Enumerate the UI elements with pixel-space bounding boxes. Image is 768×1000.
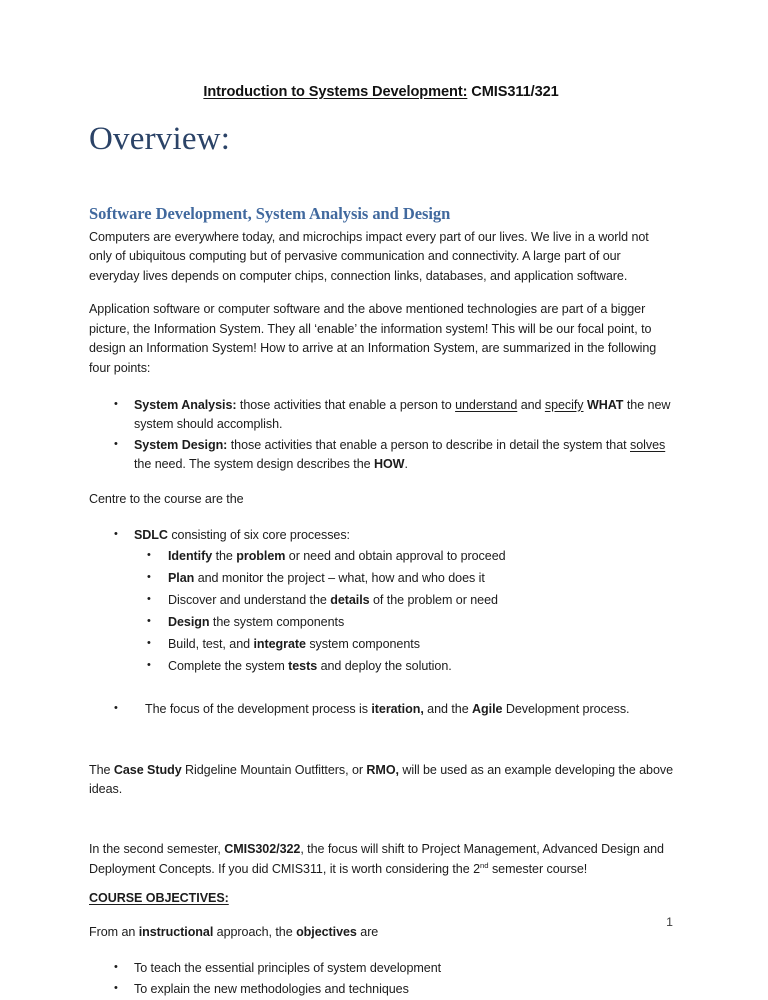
bold-instructional: instructional	[138, 924, 214, 939]
list-item	[89, 547, 673, 567]
bold-term: Identify	[168, 548, 213, 563]
list-item	[89, 569, 673, 589]
paragraph-case-study	[89, 721, 673, 800]
paragraph-text: will be used as an example developing the above ideas.	[89, 762, 673, 797]
list-item-text: system components	[305, 637, 420, 652]
bold-term: Plan	[168, 571, 195, 586]
document-title-underlined-part: Introduction to Systems Development:	[203, 84, 468, 100]
list-item-text: The focus of the development process is	[145, 702, 372, 717]
list-item-text: Discover and understand the	[168, 593, 331, 608]
paragraph-text: semester course!	[488, 861, 588, 876]
paragraph-text: In the second semester,	[89, 842, 225, 857]
paragraph-application-software: Application software or computer software and the above mentioned technologies are part of a bigger picture, the Information System. They all ‘enable’ the information system! This will be our focal point, to design an Information System! How to arrive at an Information System, are summarized in the following four points:	[89, 302, 657, 376]
list-item-label-system-analysis: System Analysis:	[134, 397, 237, 412]
paragraph-centre-to-course: Centre to the course are the	[89, 491, 244, 506]
list-item	[89, 436, 673, 475]
list-item-text: .	[404, 457, 408, 472]
bold-term: integrate	[253, 637, 306, 652]
list-item	[89, 657, 673, 677]
underlined-solves: solves	[630, 437, 666, 452]
heading-course-objectives	[89, 879, 673, 909]
bold-objectives: objectives	[296, 924, 357, 939]
bold-how: HOW	[373, 457, 405, 472]
bold-term: tests	[288, 659, 318, 674]
list-item-text: the system components	[209, 615, 345, 630]
document-title-course-code: CMIS311/321	[467, 84, 559, 100]
bold-term: Design	[168, 615, 210, 630]
list-item-text: and	[517, 397, 545, 412]
bold-case-study: Case Study	[113, 762, 182, 777]
bold-iteration: iteration,	[371, 702, 424, 717]
underlined-specify: specify	[544, 397, 584, 412]
list-focus	[89, 679, 673, 720]
bold-what: WHAT	[586, 397, 624, 412]
list-item	[89, 613, 673, 633]
list-item-text: consisting of six core processes:	[167, 528, 350, 543]
document-content	[89, 0, 673, 1000]
list-item-text: Complete the system	[168, 659, 289, 674]
paragraph-text: are	[356, 924, 379, 939]
superscript-nd: nd	[480, 860, 489, 870]
list-item-label-system-design: System Design:	[134, 437, 228, 452]
list-item	[89, 396, 673, 435]
list-item	[89, 591, 673, 611]
list-item: • To explain the new methodologies and techniques	[89, 980, 673, 1000]
document-title	[89, 0, 673, 100]
list-item-text: those activities that enable a person to	[236, 397, 456, 412]
section-heading-software-development: Software Development, System Analysis and Design	[89, 203, 451, 223]
bold-cmis302-322: CMIS302/322	[224, 842, 301, 857]
list-item: • To teach the essential principles of system development	[89, 959, 673, 979]
list-item-text: Development process.	[502, 702, 630, 717]
list-item-text: and monitor the project – what, how and who does it	[194, 571, 485, 586]
overview-heading: Overview:	[89, 121, 231, 157]
paragraph-text: approach, the	[213, 924, 297, 939]
list-item-text: or need and obtain approval to proceed	[285, 548, 506, 563]
paragraph-second-semester	[89, 800, 673, 879]
list-sdlc	[89, 509, 673, 676]
bold-sdlc: SDLC	[134, 528, 168, 543]
paragraph-text: From an	[89, 924, 139, 939]
list-item-text: the new system should accomplish.	[134, 397, 671, 432]
paragraph-text: , the focus will shift to Project Management, Advanced Design and Deployment Concepts. If you did CMIS311, it is worth considering the 2	[89, 842, 664, 876]
list-item-text: Build, test, and	[168, 637, 254, 652]
list-item-text: those activities that enable a person to describe in detail the system that	[227, 437, 630, 452]
paragraph-computers-everywhere: Computers are everywhere today, and microchips impact every part of our lives. We live in a world not only of ubiquitous computing but of pervasive communication and connectivity. A large part of our everyday lives depends on computer chips, connection links, databases, and application software.	[89, 229, 649, 283]
list-analysis-design	[89, 379, 673, 475]
list-item-text: and the	[423, 702, 473, 717]
list-item	[89, 635, 673, 655]
list-item-focus	[89, 700, 673, 720]
bold-rmo: RMO,	[366, 762, 399, 777]
course-objectives-label: COURSE OBJECTIVES:	[89, 891, 229, 906]
bold-term: details	[330, 593, 370, 608]
underlined-understand: understand	[455, 397, 518, 412]
bold-term: problem	[236, 548, 286, 563]
list-item-text: of the problem or need	[369, 593, 498, 608]
page-number: 1	[666, 915, 673, 929]
list-objectives	[89, 942, 673, 999]
paragraph-text: Ridgeline Mountain Outfitters, or	[181, 762, 367, 777]
list-item-sdlc-lead	[89, 526, 673, 546]
list-item-text: the	[212, 548, 237, 563]
list-item-text: the need. The system design describes the	[134, 457, 374, 472]
paragraph-text: The	[89, 762, 114, 777]
bold-agile: Agile	[472, 702, 503, 717]
list-item-text: and deploy the solution.	[317, 659, 452, 674]
